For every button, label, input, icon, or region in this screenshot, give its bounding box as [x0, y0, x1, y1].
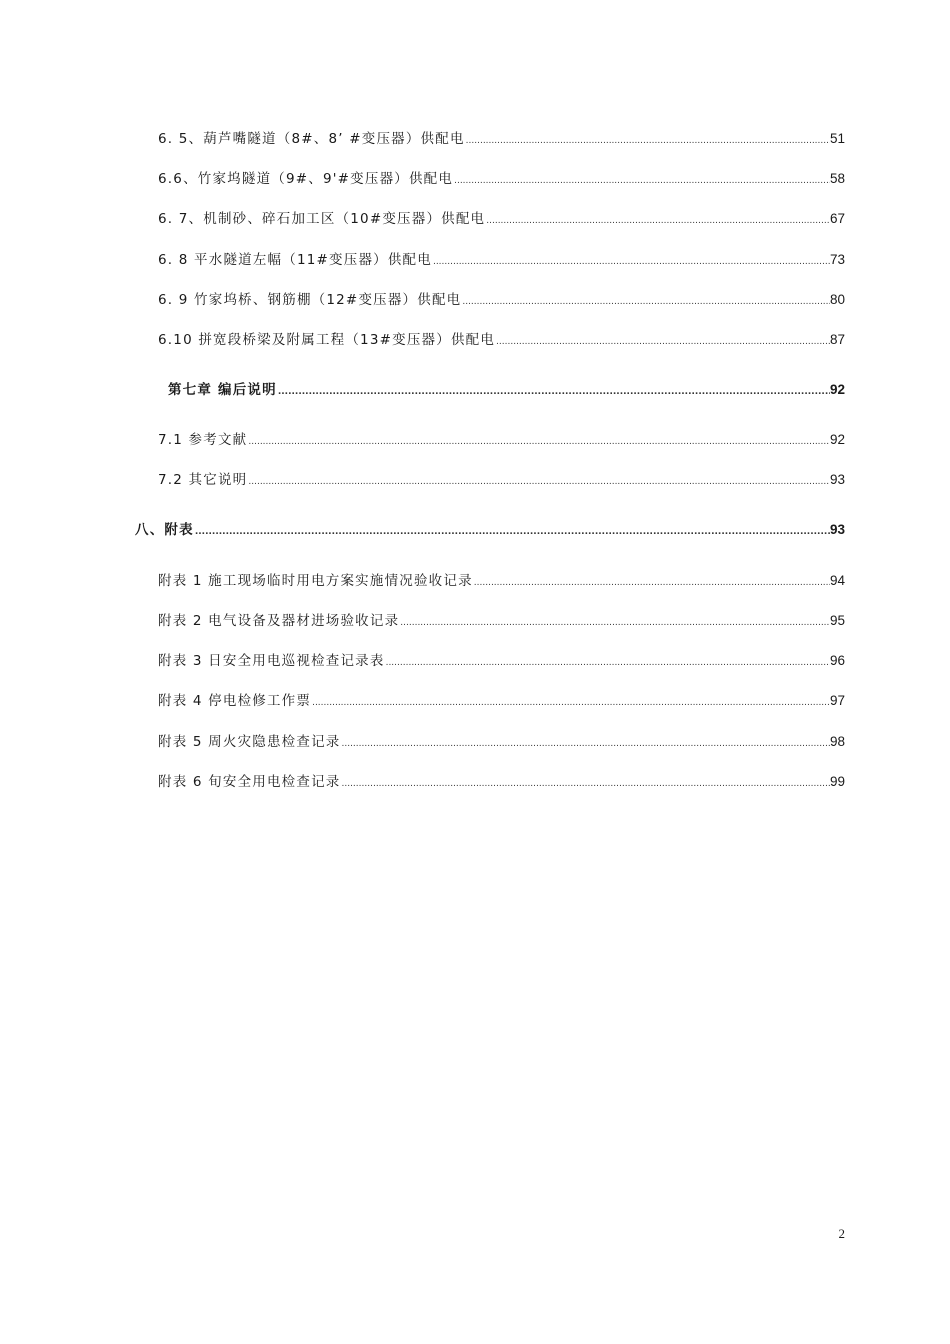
- toc-entry-page: 92: [829, 432, 845, 447]
- toc-entry[interactable]: [158, 251, 845, 271]
- toc-leader-dots: [277, 383, 830, 401]
- toc-entry-page: 99: [829, 774, 845, 789]
- toc-entry-page: 73: [829, 252, 845, 267]
- toc-leader-dots: [194, 523, 830, 541]
- toc-leader-dots: [247, 433, 830, 451]
- toc-leader-dots: [495, 333, 830, 351]
- toc-entry[interactable]: [158, 210, 845, 230]
- toc-entry-title: 6. 8 平水隧道左幅（11#变压器）供配电: [158, 252, 432, 268]
- toc-entry-title: 7.2 其它说明: [158, 472, 248, 488]
- toc-entry-title: 附表 4 停电检修工作票: [158, 693, 312, 709]
- toc-leader-dots: [465, 132, 830, 150]
- toc-entry-page: 93: [829, 472, 845, 487]
- toc-entry[interactable]: [158, 291, 845, 311]
- toc-leader-dots: [311, 694, 830, 712]
- toc-entry-page: 92: [829, 382, 845, 397]
- toc-entry-page: 51: [829, 131, 845, 146]
- toc-entry-page: 98: [829, 734, 845, 749]
- page-number: 2: [838, 1226, 845, 1241]
- toc-entry-title: 6. 9 竹家坞桥、钢筋棚（12#变压器）供配电: [158, 292, 462, 308]
- toc-entry-title: 6. 5、葫芦嘴隧道（8#、8’ #变压器）供配电: [158, 131, 465, 147]
- toc-leader-dots: [385, 654, 830, 672]
- toc-entry[interactable]: [158, 170, 845, 190]
- toc-leader-dots: [453, 172, 830, 190]
- toc-entry[interactable]: [158, 331, 845, 351]
- toc-entry-title: 6. 7、机制砂、碎石加工区（10#变压器）供配电: [158, 211, 486, 227]
- toc-entry-title: 6.6、竹家坞隧道（9#、9'#变压器）供配电: [158, 171, 454, 187]
- toc-entry-page: 94: [829, 573, 845, 588]
- toc-entry-title: 7.1 参考文献: [158, 432, 248, 448]
- toc-entry[interactable]: [158, 572, 845, 592]
- toc-entry-title: 附表 5 周火灾隐患检查记录: [158, 734, 341, 750]
- toc-entry[interactable]: [158, 471, 845, 491]
- toc-leader-dots: [473, 574, 830, 592]
- toc-entry-title: 附表 1 施工现场临时用电方案实施情况验收记录: [158, 573, 473, 589]
- toc-leader-dots: [399, 614, 830, 632]
- toc-entry[interactable]: [158, 130, 845, 150]
- toc-leader-dots: [485, 212, 830, 230]
- toc-entry-page: 96: [829, 653, 845, 668]
- toc-leader-dots: [340, 775, 829, 793]
- toc-entry[interactable]: [158, 692, 845, 712]
- toc-entry-title: 第七章 编后说明: [168, 382, 277, 398]
- toc-entry-page: 80: [829, 292, 845, 307]
- toc-entry[interactable]: [158, 773, 845, 793]
- toc-entry-title: 附表 3 日安全用电巡视检查记录表: [158, 653, 385, 669]
- toc-entry-page: 67: [829, 211, 845, 226]
- toc-entry-title: 附表 2 电气设备及器材进场验收记录: [158, 613, 400, 629]
- toc-entry-page: 58: [829, 171, 845, 186]
- toc-entry[interactable]: [158, 733, 845, 753]
- toc-chapter-entry[interactable]: [168, 381, 845, 401]
- toc-leader-dots: [247, 473, 830, 491]
- toc-entry[interactable]: [158, 652, 845, 672]
- toc-entry[interactable]: [158, 612, 845, 632]
- toc-entry-title: 八、附表: [135, 522, 194, 538]
- toc-leader-dots: [461, 293, 830, 311]
- toc-leader-dots: [432, 253, 830, 271]
- toc-entry-title: 6.10 拼宽段桥梁及附属工程（13#变压器）供配电: [158, 332, 496, 348]
- toc-chapter-entry[interactable]: [135, 521, 845, 541]
- toc-entry-page: 95: [829, 613, 845, 628]
- toc-entry-page: 87: [829, 332, 845, 347]
- toc-leader-dots: [340, 735, 829, 753]
- toc-entry-title: 附表 6 旬安全用电检查记录: [158, 774, 341, 790]
- toc-entry-page: 97: [829, 693, 845, 708]
- toc-entry-page: 93: [829, 522, 845, 537]
- toc-entry[interactable]: [158, 431, 845, 451]
